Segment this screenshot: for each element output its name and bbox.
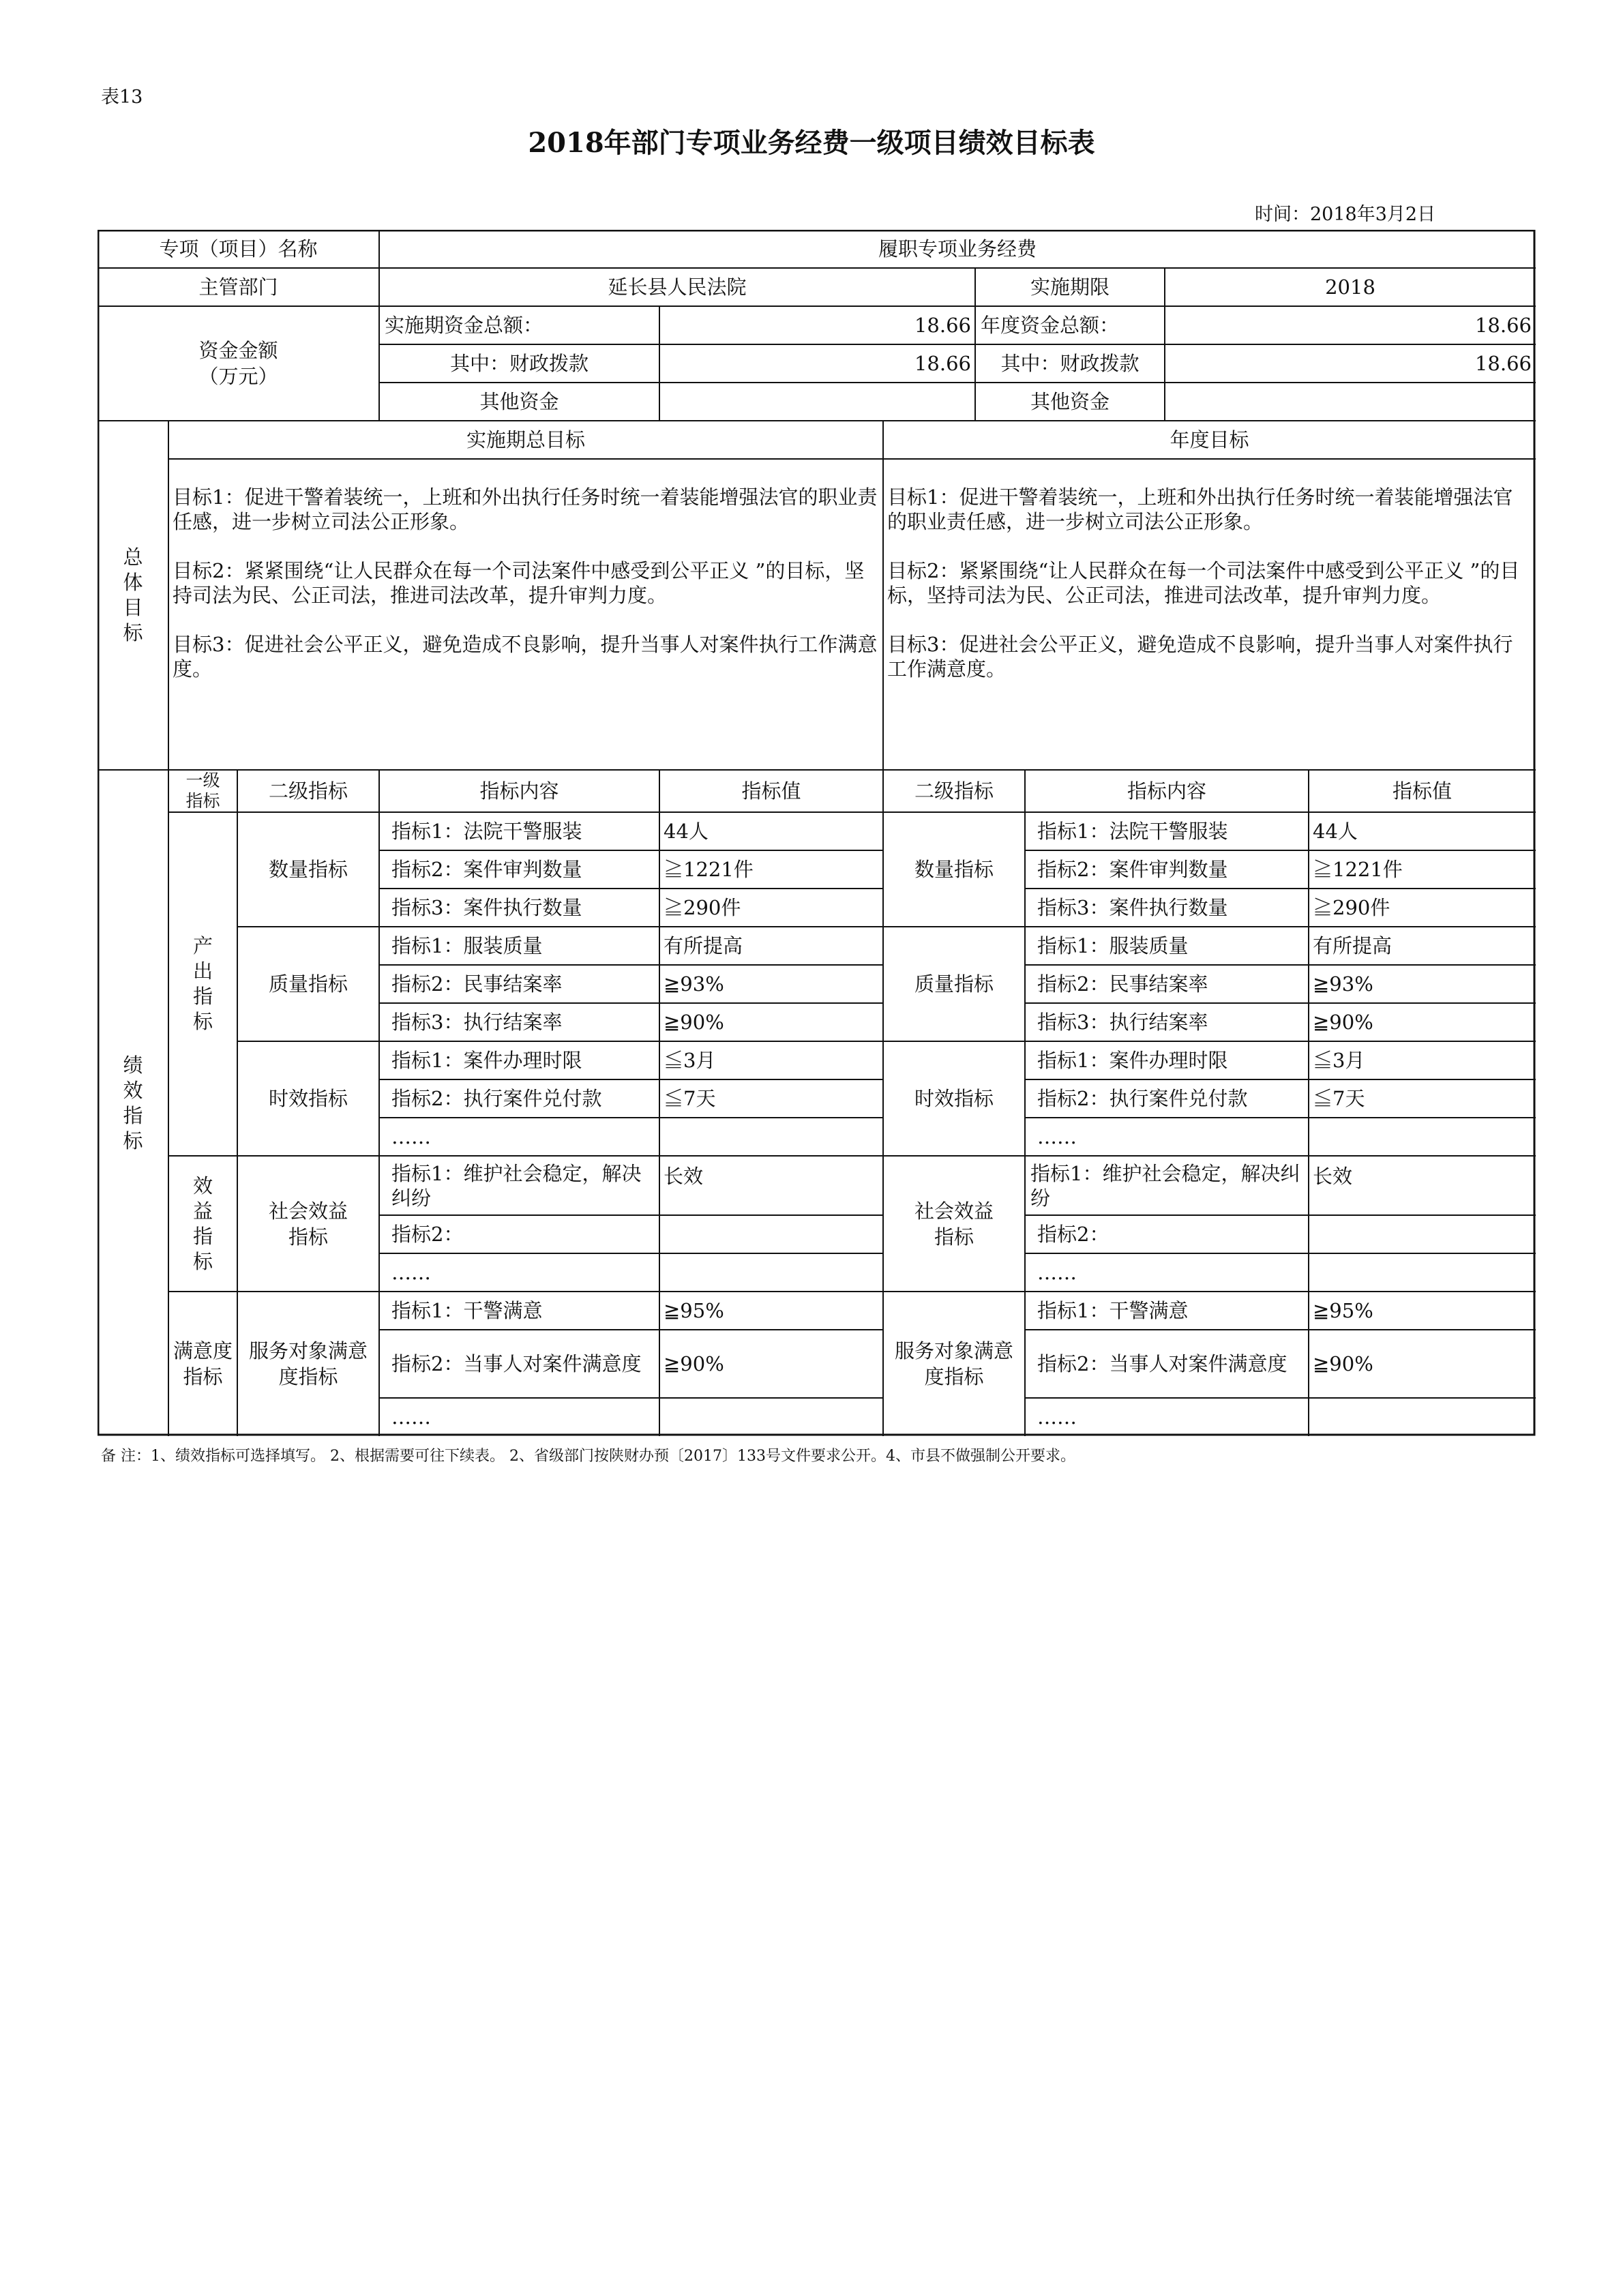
table-cell-value: ≧93% [1313,972,1373,996]
table-row: 指标2： [1037,1223,1110,1246]
level1-header [168,770,237,812]
table-cell-value: ≧90% [1313,1011,1373,1034]
impl-fiscal-label: 其中：财政拨款 [449,352,589,375]
table-row: 指标2： [391,1223,464,1246]
table-row: 指标1：案件办理时限 [391,1049,582,1072]
level1-header-text: 一级指标 [185,771,220,811]
social-label-right [883,1156,1025,1292]
table-row: …… [391,1125,431,1148]
year-goal-2: 目标2：紧紧围绕“让人民群众在每一个司法案件中感受到公平正义 ”的目标，坚持司法为民、公正司法，推进司法改革，提升审判力度。 [887,559,1520,607]
benefit-indicator-label [168,1156,237,1292]
dept-label: 主管部门 [198,275,278,299]
quality-label-left: 质量指标 [268,972,348,996]
table-row: 指标3：执行结案率 [391,1011,563,1034]
table-row: …… [1037,1125,1077,1148]
year-goal-1: 目标1：促进干警着装统一，上班和外出执行任务时统一着装能增强法官的职业责任感，进一步树立司法公正形象。 [887,486,1513,533]
funds-label: 资金金额 （万元） [198,339,278,388]
year-goals-text [887,485,1532,706]
table-row: 指标1：维护社会稳定，解决纠纷 [391,1161,642,1210]
social-label-left-text: 社会效益指标 [268,1199,348,1249]
performance-table [98,230,1536,1436]
impl-goal-1: 目标1：促进干警着装统一，上班和外出执行任务时统一着装能增强法官的职业责任感，进一步树立司法公正形象。 [173,486,878,533]
table-row: 指标1：案件办理时限 [1037,1049,1228,1072]
table-row: 指标1：法院干警服装 [391,820,582,843]
table-cell-value: ≧90% [664,1011,724,1034]
table-cell-value: ≧1221件 [664,858,754,881]
service-label-right-text: 服务对象满意度指标 [894,1339,1013,1388]
table-cell-value: ≧90% [1313,1352,1373,1375]
goals-side-label [98,421,168,770]
satisfaction-indicator-label [168,1292,237,1436]
level2-header-left: 二级指标 [268,779,348,803]
benefit-indicator-text: 效益指标 [192,1174,213,1273]
table-cell-value: 44人 [1313,820,1358,843]
table-row: 指标3：案件执行数量 [391,896,582,919]
table-cell-value: 有所提高 [1313,934,1393,957]
table-row: 指标2：当事人对案件满意度 [1037,1352,1287,1375]
table-row: …… [1037,1261,1077,1284]
dept-value: 延长县人民法院 [608,275,747,299]
impl-goals-text [173,485,879,706]
output-indicator-text: 产出指标 [192,934,213,1033]
table-row: 指标2：民事结案率 [1037,972,1208,996]
table-row: 指标1：服装质量 [1037,934,1189,957]
value-header-left: 指标值 [741,779,801,803]
period-value: 2018 [1325,275,1375,299]
indicators-side-text: 绩效指标 [123,1053,143,1152]
year-total-value: 18.66 [1474,314,1532,337]
year-goal-3: 目标3：促进社会公平正义，避免造成不良影响，提升当事人对案件执行工作满意度。 [887,633,1513,681]
service-label-right [883,1292,1025,1436]
social-label-right-text: 社会效益指标 [914,1199,994,1249]
table-row: …… [391,1405,431,1429]
impl-total-value: 18.66 [914,314,971,337]
table-cell-value: 长效 [1313,1165,1353,1188]
service-label-left-text: 服务对象满意度指标 [248,1339,368,1388]
content-header-left: 指标内容 [479,779,559,803]
project-name-value: 履职专项业务经费 [878,237,1037,260]
impl-fiscal-value: 18.66 [914,352,971,375]
table-row: 指标1：干警满意 [1037,1299,1189,1322]
social-label-left [237,1156,379,1292]
table-row: 指标3：案件执行数量 [1037,896,1228,919]
table-cell-value: ≦3月 [1313,1049,1365,1072]
table-row: …… [391,1261,431,1284]
table-cell-value: ≦7天 [1313,1087,1365,1110]
satisfaction-indicator-text: 满意度指标 [173,1339,233,1388]
year-goal-header: 年度目标 [1170,428,1249,451]
table-row: 指标2：当事人对案件满意度 [391,1352,642,1375]
table-cell-value: ≧290件 [664,896,741,919]
service-label-left [237,1292,379,1436]
project-name-label: 专项（项目）名称 [159,237,318,260]
goals-side-text: 总体目标 [123,546,143,644]
impl-other-label: 其他资金 [479,390,559,413]
table-cell-value: ≦3月 [664,1049,716,1072]
timeliness-label-right: 时效指标 [914,1087,994,1110]
table-row: …… [1037,1405,1077,1429]
value-header-right: 指标值 [1392,779,1452,803]
impl-goal-2: 目标2：紧紧围绕“让人民群众在每一个司法案件中感受到公平正义 ”的目标，坚持司法为民、公正司法，推进司法改革，提升审判力度。 [173,559,865,607]
quality-label-right: 质量指标 [914,972,994,996]
table-cell-value: ≧290件 [1313,896,1390,919]
timeliness-label-left: 时效指标 [268,1087,348,1110]
impl-total-label: 实施期资金总额： [385,314,544,337]
table-row: 指标2：案件审判数量 [1037,858,1228,881]
table-cell-value: ≧1221件 [1313,858,1403,881]
page-title: 2018年部门专项业务经费一级项目绩效目标表 [528,127,1095,159]
table-row: 指标1：法院干警服装 [1037,820,1228,843]
level2-header-right: 二级指标 [914,779,994,803]
table-row: 指标2：案件审判数量 [391,858,582,881]
output-indicator-label [168,812,237,1156]
year-fiscal-label: 其中：财政拨款 [1000,352,1140,375]
table-row: 指标2：执行案件兑付款 [1037,1087,1248,1110]
table-row: 指标2：民事结案率 [391,972,563,996]
table-row: 指标2：执行案件兑付款 [391,1087,602,1110]
year-fiscal-value: 18.66 [1474,352,1532,375]
date-label: 时间：2018年3月2日 [1255,204,1436,225]
table-row: 指标1：服装质量 [391,934,543,957]
table-cell-value: 有所提高 [664,934,743,957]
indicators-side-label [98,770,168,1436]
table-row: 指标1：维护社会稳定，解决纠纷 [1030,1161,1300,1210]
table-row: 指标3：执行结案率 [1037,1011,1208,1034]
table-cell-value: ≦7天 [664,1087,716,1110]
period-label: 实施期限 [1030,275,1110,299]
year-total-label: 年度资金总额： [981,314,1120,337]
table-cell-value: ≧95% [1313,1299,1373,1322]
quantity-label-right: 数量指标 [914,858,994,881]
impl-goal-header: 实施期总目标 [466,428,585,451]
table-cell-value: 长效 [664,1165,704,1188]
table-cell-value: ≧95% [664,1299,724,1322]
content-header-right: 指标内容 [1127,779,1206,803]
table-row: 指标1：干警满意 [391,1299,543,1322]
table-number: 表13 [101,87,143,108]
table-cell-value: 44人 [664,820,709,843]
quantity-label-left: 数量指标 [268,858,348,881]
table-cell-value: ≧90% [664,1352,724,1375]
impl-goal-3: 目标3：促进社会公平正义，避免造成不良影响，提升当事人对案件执行工作满意度。 [173,633,878,681]
table-cell-value: ≧93% [664,972,724,996]
footnote: 备 注：1、绩效指标可选择填写。 2、根据需要可往下续表。 2、省级部门按陕财办预〔2017〕133号文件要求公开。4、市县不做强制公开要求。 [101,1448,1075,1465]
year-other-label: 其他资金 [1030,390,1110,413]
